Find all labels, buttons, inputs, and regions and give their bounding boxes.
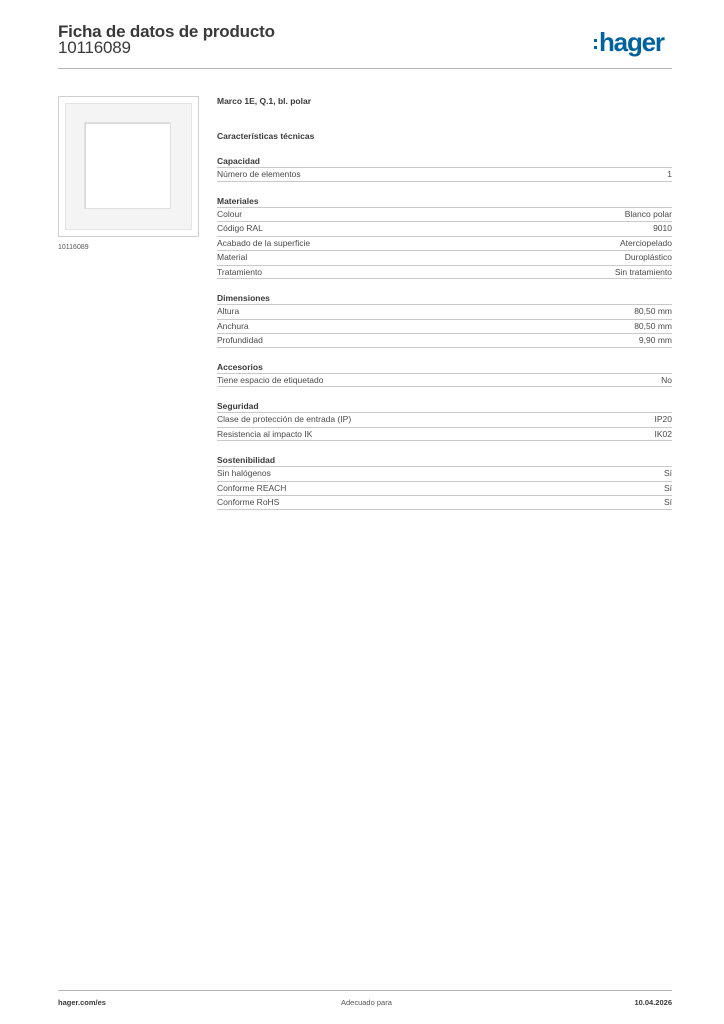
spec-section bbox=[217, 401, 672, 441]
spec-label: Número de elementos bbox=[217, 169, 301, 179]
product-image-caption: 10116089 bbox=[58, 244, 89, 251]
spec-label: Clase de protección de entrada (IP) bbox=[217, 414, 352, 424]
spec-value: Sí bbox=[663, 497, 672, 507]
spec-row bbox=[217, 495, 672, 510]
hager-logo[interactable] bbox=[594, 27, 664, 57]
frame-image-opening bbox=[85, 123, 170, 208]
frame-image-outer bbox=[65, 103, 192, 230]
spec-row bbox=[217, 167, 672, 182]
spec-label: Acabado de la superficie bbox=[217, 237, 311, 248]
spec-value: 80,50 mm bbox=[634, 306, 672, 316]
section-title: Dimensiones bbox=[217, 293, 270, 303]
spec-row bbox=[217, 427, 672, 442]
spec-value: 9010 bbox=[653, 223, 672, 233]
spec-row bbox=[217, 466, 672, 481]
header-divider bbox=[58, 68, 672, 69]
logo-mark-icon bbox=[594, 39, 597, 49]
spec-section bbox=[217, 196, 672, 280]
spec-label: Altura bbox=[217, 306, 240, 316]
spec-row bbox=[217, 481, 672, 496]
spec-label: Profundidad bbox=[217, 335, 263, 345]
footer-center-text: Adecuado para bbox=[341, 998, 392, 1007]
product-name: Marco 1E, Q.1, bl. polar bbox=[217, 96, 311, 106]
spec-label: Tratamiento bbox=[217, 266, 263, 277]
spec-section bbox=[217, 455, 672, 510]
spec-row bbox=[217, 207, 672, 222]
spec-row bbox=[217, 265, 672, 280]
spec-label: Conforme RoHS bbox=[217, 497, 280, 507]
spec-row bbox=[217, 319, 672, 334]
spec-value: 80,50 mm bbox=[634, 320, 672, 331]
spec-value: Duroplástico bbox=[624, 252, 672, 262]
spec-section bbox=[217, 293, 672, 348]
spec-value: No bbox=[661, 374, 672, 385]
spec-table bbox=[217, 304, 672, 348]
spec-value: Sin tratamiento bbox=[614, 266, 672, 277]
spec-label: Tiene espacio de etiquetado bbox=[217, 374, 324, 385]
spec-label: Conforme REACH bbox=[217, 482, 287, 493]
spec-section bbox=[217, 156, 672, 182]
spec-value: Sí bbox=[663, 468, 672, 478]
logo-text: hager bbox=[599, 26, 664, 57]
section-title: Capacidad bbox=[217, 156, 260, 166]
footer-divider bbox=[58, 990, 672, 991]
spec-label: Resistencia al impacto IK bbox=[217, 428, 313, 439]
spec-row bbox=[217, 333, 672, 348]
footer-date: 10.04.2026 bbox=[634, 998, 672, 1007]
spec-value: IP20 bbox=[654, 414, 672, 424]
spec-label: Colour bbox=[217, 208, 243, 219]
spec-row bbox=[217, 373, 672, 388]
section-title: Materiales bbox=[217, 195, 259, 206]
spec-table bbox=[217, 412, 672, 441]
footer-website-link[interactable]: hager.com/es bbox=[58, 998, 106, 1007]
spec-label: Sin halógenos bbox=[217, 468, 271, 478]
spec-value: IK02 bbox=[654, 428, 672, 439]
spec-content bbox=[217, 96, 672, 510]
spec-value: 1 bbox=[667, 169, 672, 179]
product-image bbox=[58, 96, 199, 237]
spec-sections bbox=[217, 156, 672, 510]
spec-row bbox=[217, 236, 672, 251]
spec-label: Código RAL bbox=[217, 223, 263, 233]
product-code: 10116089 bbox=[58, 38, 131, 57]
spec-value: Blanco polar bbox=[624, 208, 672, 219]
section-title: Sostenibilidad bbox=[217, 455, 276, 465]
section-title: Seguridad bbox=[217, 401, 259, 411]
spec-row bbox=[217, 250, 672, 265]
spec-value: 9,90 mm bbox=[638, 335, 672, 345]
spec-value: Sí bbox=[663, 482, 672, 493]
spec-label: Anchura bbox=[217, 320, 249, 331]
spec-table bbox=[217, 167, 672, 182]
spec-table bbox=[217, 373, 672, 388]
spec-table bbox=[217, 207, 672, 280]
spec-section bbox=[217, 362, 672, 388]
page-title: Ficha de datos de producto bbox=[58, 22, 275, 41]
spec-row bbox=[217, 412, 672, 427]
spec-table bbox=[217, 466, 672, 510]
spec-label: Material bbox=[217, 252, 248, 262]
spec-value: Aterciopelado bbox=[620, 237, 672, 248]
section-title: Accesorios bbox=[217, 361, 263, 372]
characteristics-title: Características técnicas bbox=[217, 131, 315, 141]
spec-row bbox=[217, 221, 672, 236]
spec-row bbox=[217, 304, 672, 319]
